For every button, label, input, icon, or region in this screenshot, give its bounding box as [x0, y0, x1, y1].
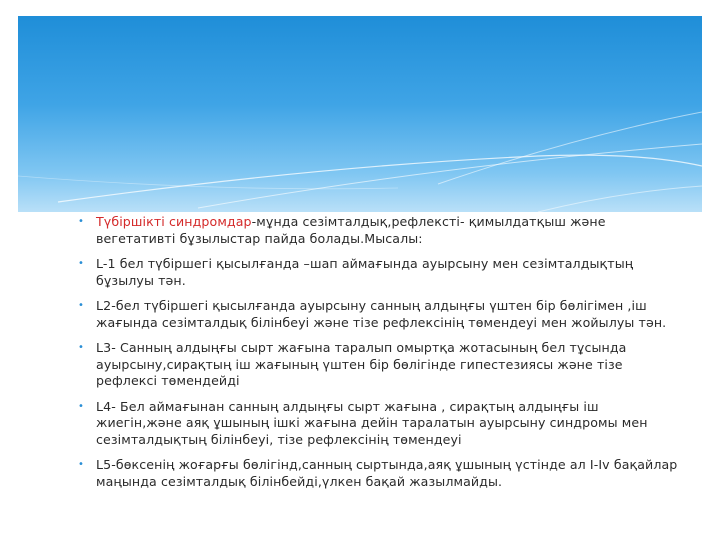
item-text: L3- Санның алдыңғы сырт жағына таралып омыртқа жотасының бел тұсында ауырсыну,сирақтың іш жағының үштен бір бөлігінде гипестезиясы және тізе рефлексі төмендейді: [96, 340, 627, 388]
bullet-icon: •: [78, 300, 84, 311]
list-item: [78, 256, 678, 289]
list-item: [78, 214, 678, 247]
body-content: [78, 214, 678, 499]
item-text: -мұнда сезімталдық,рефлексті- қимылдатқыш және вегетативті бұзылыстар пайда болады.Мысалы:: [96, 214, 606, 246]
item-text: L5-бөксенің жоғарғы бөлігінд,санның сыртында,аяқ ұшының үстінде ал I-Iv бақайлар маңында сезімталдық білінбейді,үлкен бақай жазылмайды.: [96, 457, 678, 489]
list-item: [78, 457, 678, 490]
list-item: [78, 399, 678, 449]
bullet-list: [78, 214, 678, 490]
item-text: L-1 бел түбіршегі қысылғанда –шап аймағында ауырсыну мен сезімталдықтың бұзылуы тән.: [96, 256, 634, 288]
list-item: [78, 298, 678, 331]
highlight-term: Түбіршікті синдромдар: [96, 214, 252, 229]
bullet-icon: •: [78, 400, 84, 412]
item-text: L4- Бел аймағынан санның алдыңғы сырт жағына , сирақтың алдыңғы іш жиегін,және аяқ ұшының ішкі жағына дейін таралатын ауырсыну синдромы мен сезімталдықтың білінбеуі, тізе рефлексінің төмендеуі: [96, 398, 648, 447]
bullet-icon: •: [78, 216, 84, 227]
header-banner: [18, 16, 702, 212]
decorative-curves: [18, 16, 702, 212]
bullet-icon: •: [78, 342, 84, 353]
bullet-icon: •: [78, 459, 84, 470]
list-item: [78, 340, 678, 390]
item-text: L2-бел түбіршегі қысылғанда ауырсыну санның алдыңғы үштен бір бөлігімен ,іш жағында сезімталдық білінбеуі және тізе рефлексінің төмендеуі мен жойылуы тән.: [96, 298, 667, 330]
bullet-icon: •: [78, 258, 84, 269]
